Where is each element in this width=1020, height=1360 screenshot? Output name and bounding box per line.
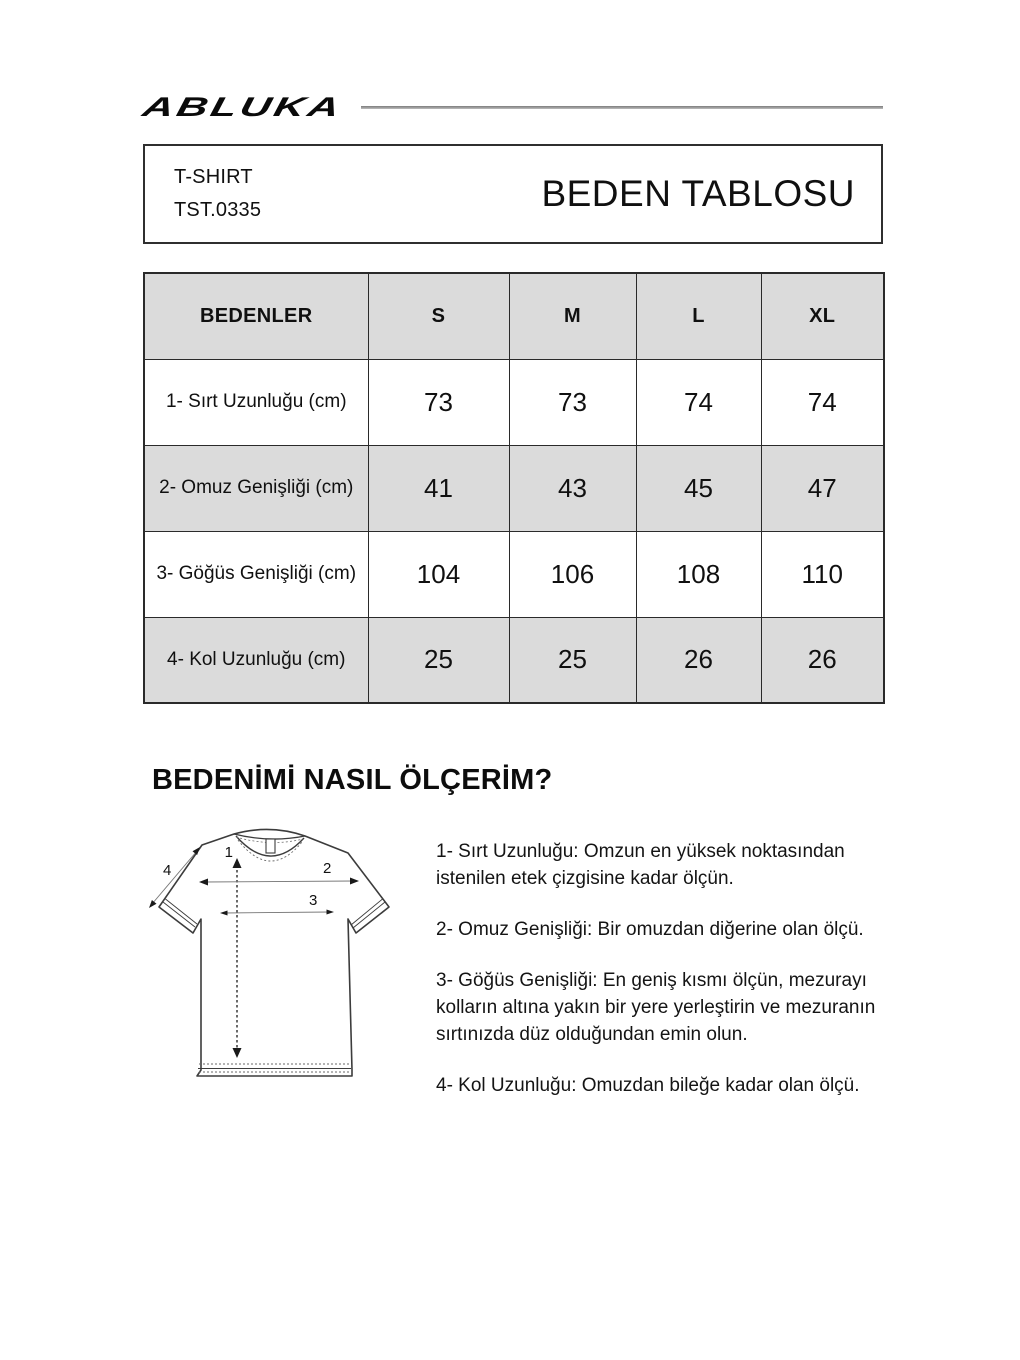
table-row-sleeve-length — [144, 617, 884, 703]
instruction-sleeve-length: 4- Kol Uzunluğu: Omuzdan bileğe kadar olan ölçü. — [436, 1075, 860, 1096]
row-label: 3- Göğüs Genişliği (cm) — [144, 531, 368, 617]
tshirt-outline — [159, 829, 389, 1076]
column-header-l: L — [636, 273, 761, 359]
product-name: T-SHIRT — [174, 166, 253, 188]
column-header-m: M — [509, 273, 636, 359]
page-title: BEDEN TABLOSU — [541, 173, 855, 214]
measure-instructions — [436, 838, 901, 1123]
size-value: 108 — [636, 531, 761, 617]
table-row-chest-width — [144, 531, 884, 617]
row-label: 2- Omuz Genişliği (cm) — [144, 445, 368, 531]
size-value: 25 — [368, 617, 509, 703]
table-row-back-length — [144, 359, 884, 445]
measure-label-2: 2 — [323, 860, 332, 877]
measure-label-4: 4 — [163, 862, 172, 879]
size-value: 73 — [509, 359, 636, 445]
brand-rule-line — [361, 106, 883, 109]
brand-logo: ABLUKA — [139, 92, 346, 122]
size-value: 43 — [509, 445, 636, 531]
product-info-box — [143, 144, 883, 244]
size-value: 106 — [509, 531, 636, 617]
size-value: 73 — [368, 359, 509, 445]
column-header-bedenler: BEDENLER — [144, 273, 368, 359]
size-value: 26 — [636, 617, 761, 703]
size-table-header-row — [144, 273, 884, 359]
measure-label-3: 3 — [309, 892, 318, 909]
size-value: 110 — [761, 531, 884, 617]
instruction-shoulder-width: 2- Omuz Genişliği: Bir omuzdan diğerine olan ölçü. — [436, 919, 864, 940]
brand-header — [139, 92, 883, 126]
size-value: 104 — [368, 531, 509, 617]
table-row-shoulder-width — [144, 445, 884, 531]
column-header-s: S — [368, 273, 509, 359]
collar-tag — [266, 839, 275, 853]
product-meta — [174, 161, 261, 227]
size-value: 47 — [761, 445, 884, 531]
how-to-measure-heading: BEDENİMİ NASIL ÖLÇERİM? — [152, 764, 553, 796]
measure-label-1: 1 — [224, 844, 233, 861]
size-value: 25 — [509, 617, 636, 703]
column-header-xl: XL — [761, 273, 884, 359]
size-value: 74 — [636, 359, 761, 445]
size-table — [143, 272, 885, 704]
size-value: 26 — [761, 617, 884, 703]
size-value: 45 — [636, 445, 761, 531]
tshirt-diagram — [142, 820, 432, 1100]
instruction-chest-width: 3- Göğüs Genişliği: En geniş kısmı ölçün, mezurayı kolların altına yakın bir yere yerleştirin ve mezuranın sırtınızda düz olduğundan emin olun. — [436, 970, 876, 1045]
instruction-back-length: 1- Sırt Uzunluğu: Omzun en yüksek noktasından istenilen etek çizgisine kadar ölçün. — [436, 841, 845, 889]
size-value: 41 — [368, 445, 509, 531]
row-label: 1- Sırt Uzunluğu (cm) — [144, 359, 368, 445]
product-code: TST.0335 — [174, 199, 262, 221]
size-value: 74 — [761, 359, 884, 445]
row-label: 4- Kol Uzunluğu (cm) — [144, 617, 368, 703]
